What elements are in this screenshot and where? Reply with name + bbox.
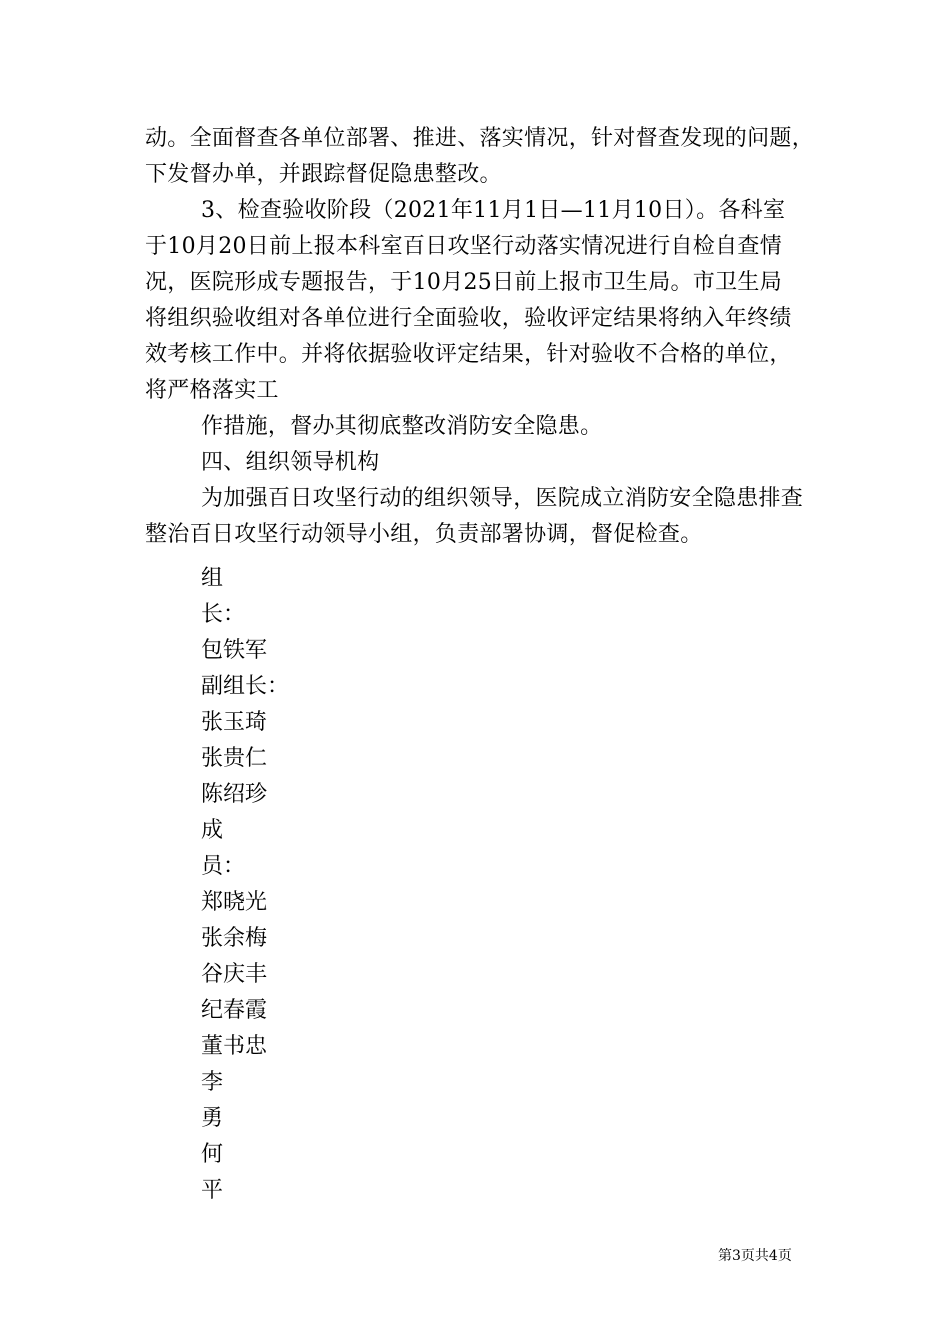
roster-entry: 员： (201, 854, 246, 879)
roster-entry: 张贵仁 (201, 746, 268, 771)
paragraph-line: 下发督办单，并跟踪督促隐患整改。 (145, 162, 502, 187)
roster-entry: 长： (201, 602, 246, 627)
paragraph-line: 效考核工作中。并将依据验收评定结果，针对验收不合格的单位， (145, 342, 792, 367)
paragraph-line: 于10月20日前上报本科室百日攻坚行动落实情况进行自检自查情 (145, 234, 782, 259)
section-heading: 四、组织领导机构 (201, 450, 380, 475)
paragraph-line: 3、检查验收阶段（2021年11月1日—11月10日）。各科室 (201, 198, 786, 223)
roster-entry: 副组长： (201, 674, 290, 699)
paragraph-line: 将组织验收组对各单位进行全面验收，验收评定结果将纳入年终绩 (145, 306, 792, 331)
roster-entry: 董书忠 (201, 1034, 268, 1059)
roster-entry: 郑晓光 (201, 890, 268, 915)
roster-entry: 平 (201, 1178, 224, 1203)
roster-entry: 张余梅 (201, 926, 268, 951)
roster-entry: 纪春霞 (201, 998, 268, 1023)
roster-entry: 勇 (201, 1106, 224, 1131)
paragraph-line: 作措施，督办其彻底整改消防安全隐患。 (201, 414, 603, 439)
paragraph-line: 为加强百日攻坚行动的组织领导，医院成立消防安全隐患排查 (201, 486, 804, 511)
roster-entry: 组 (201, 566, 224, 591)
roster-entry: 张玉琦 (201, 710, 268, 735)
roster-entry: 包铁军 (201, 638, 268, 663)
roster-entry: 陈绍珍 (201, 782, 268, 807)
roster-entry: 谷庆丰 (201, 962, 268, 987)
roster-entry: 何 (201, 1142, 224, 1167)
paragraph-line: 整治百日攻坚行动领导小组，负责部署协调，督促检查。 (145, 522, 703, 547)
paragraph-line: 况，医院形成专题报告，于10月25日前上报市卫生局。市卫生局 (145, 270, 782, 295)
roster-entry: 李 (201, 1070, 224, 1095)
paragraph-line: 动。全面督查各单位部署、推进、落实情况，针对督查发现的问题， (145, 126, 815, 151)
paragraph-line: 将严格落实工 (145, 378, 279, 403)
roster-entry: 成 (201, 818, 224, 843)
page-number: 第3页共4页 (718, 1248, 792, 1264)
